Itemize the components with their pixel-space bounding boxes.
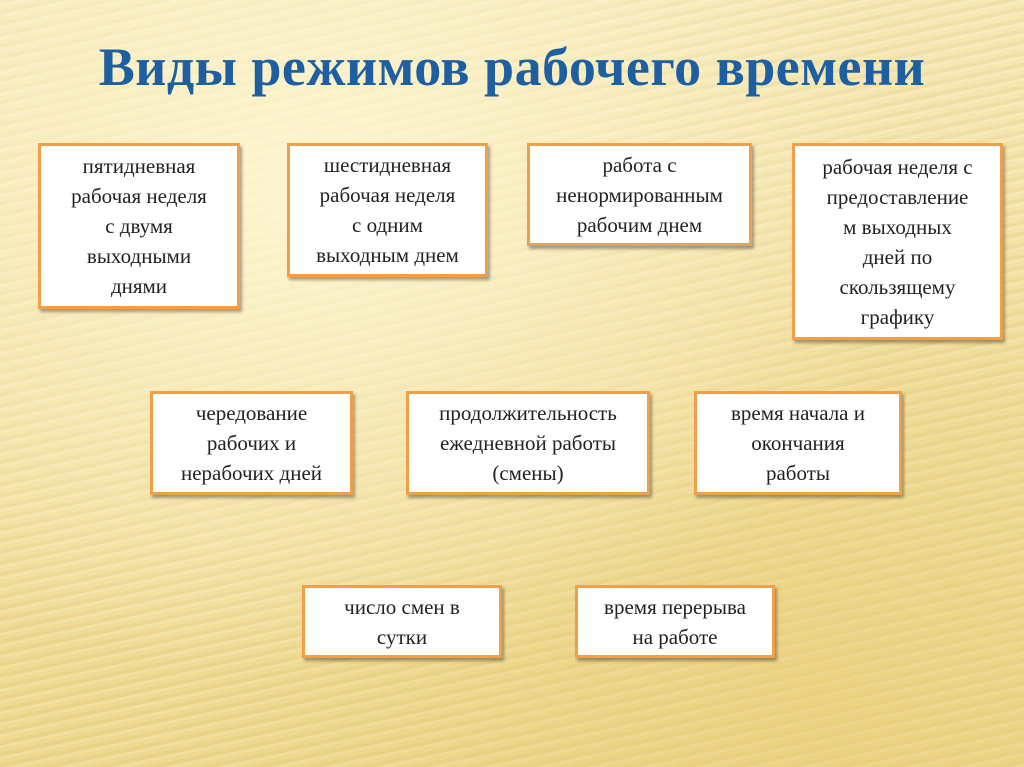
mode-box-sliding-schedule: рабочая неделя с предоставление м выходных дней по скользящему графику <box>792 143 1003 340</box>
mode-box-six-day-week: шестидневная рабочая неделя с одним выходным днем <box>287 143 488 277</box>
mode-box-daily-duration: продолжительность ежедневной работы (смены) <box>406 391 650 495</box>
mode-box-break-time: время перерыва на работе <box>575 585 775 658</box>
mode-box-five-day-week: пятидневная рабочая неделя с двумя выходными днями <box>38 143 240 309</box>
page-title: Виды режимов рабочего времени <box>98 37 926 97</box>
mode-box-alternation-days: чередование рабочих и нерабочих дней <box>150 391 353 495</box>
mode-box-start-end-time: время начала и окончания работы <box>694 391 902 495</box>
mode-box-shifts-per-day: число смен в сутки <box>302 585 502 658</box>
mode-box-irregular-day: работа с ненормированным рабочим днем <box>527 143 752 246</box>
